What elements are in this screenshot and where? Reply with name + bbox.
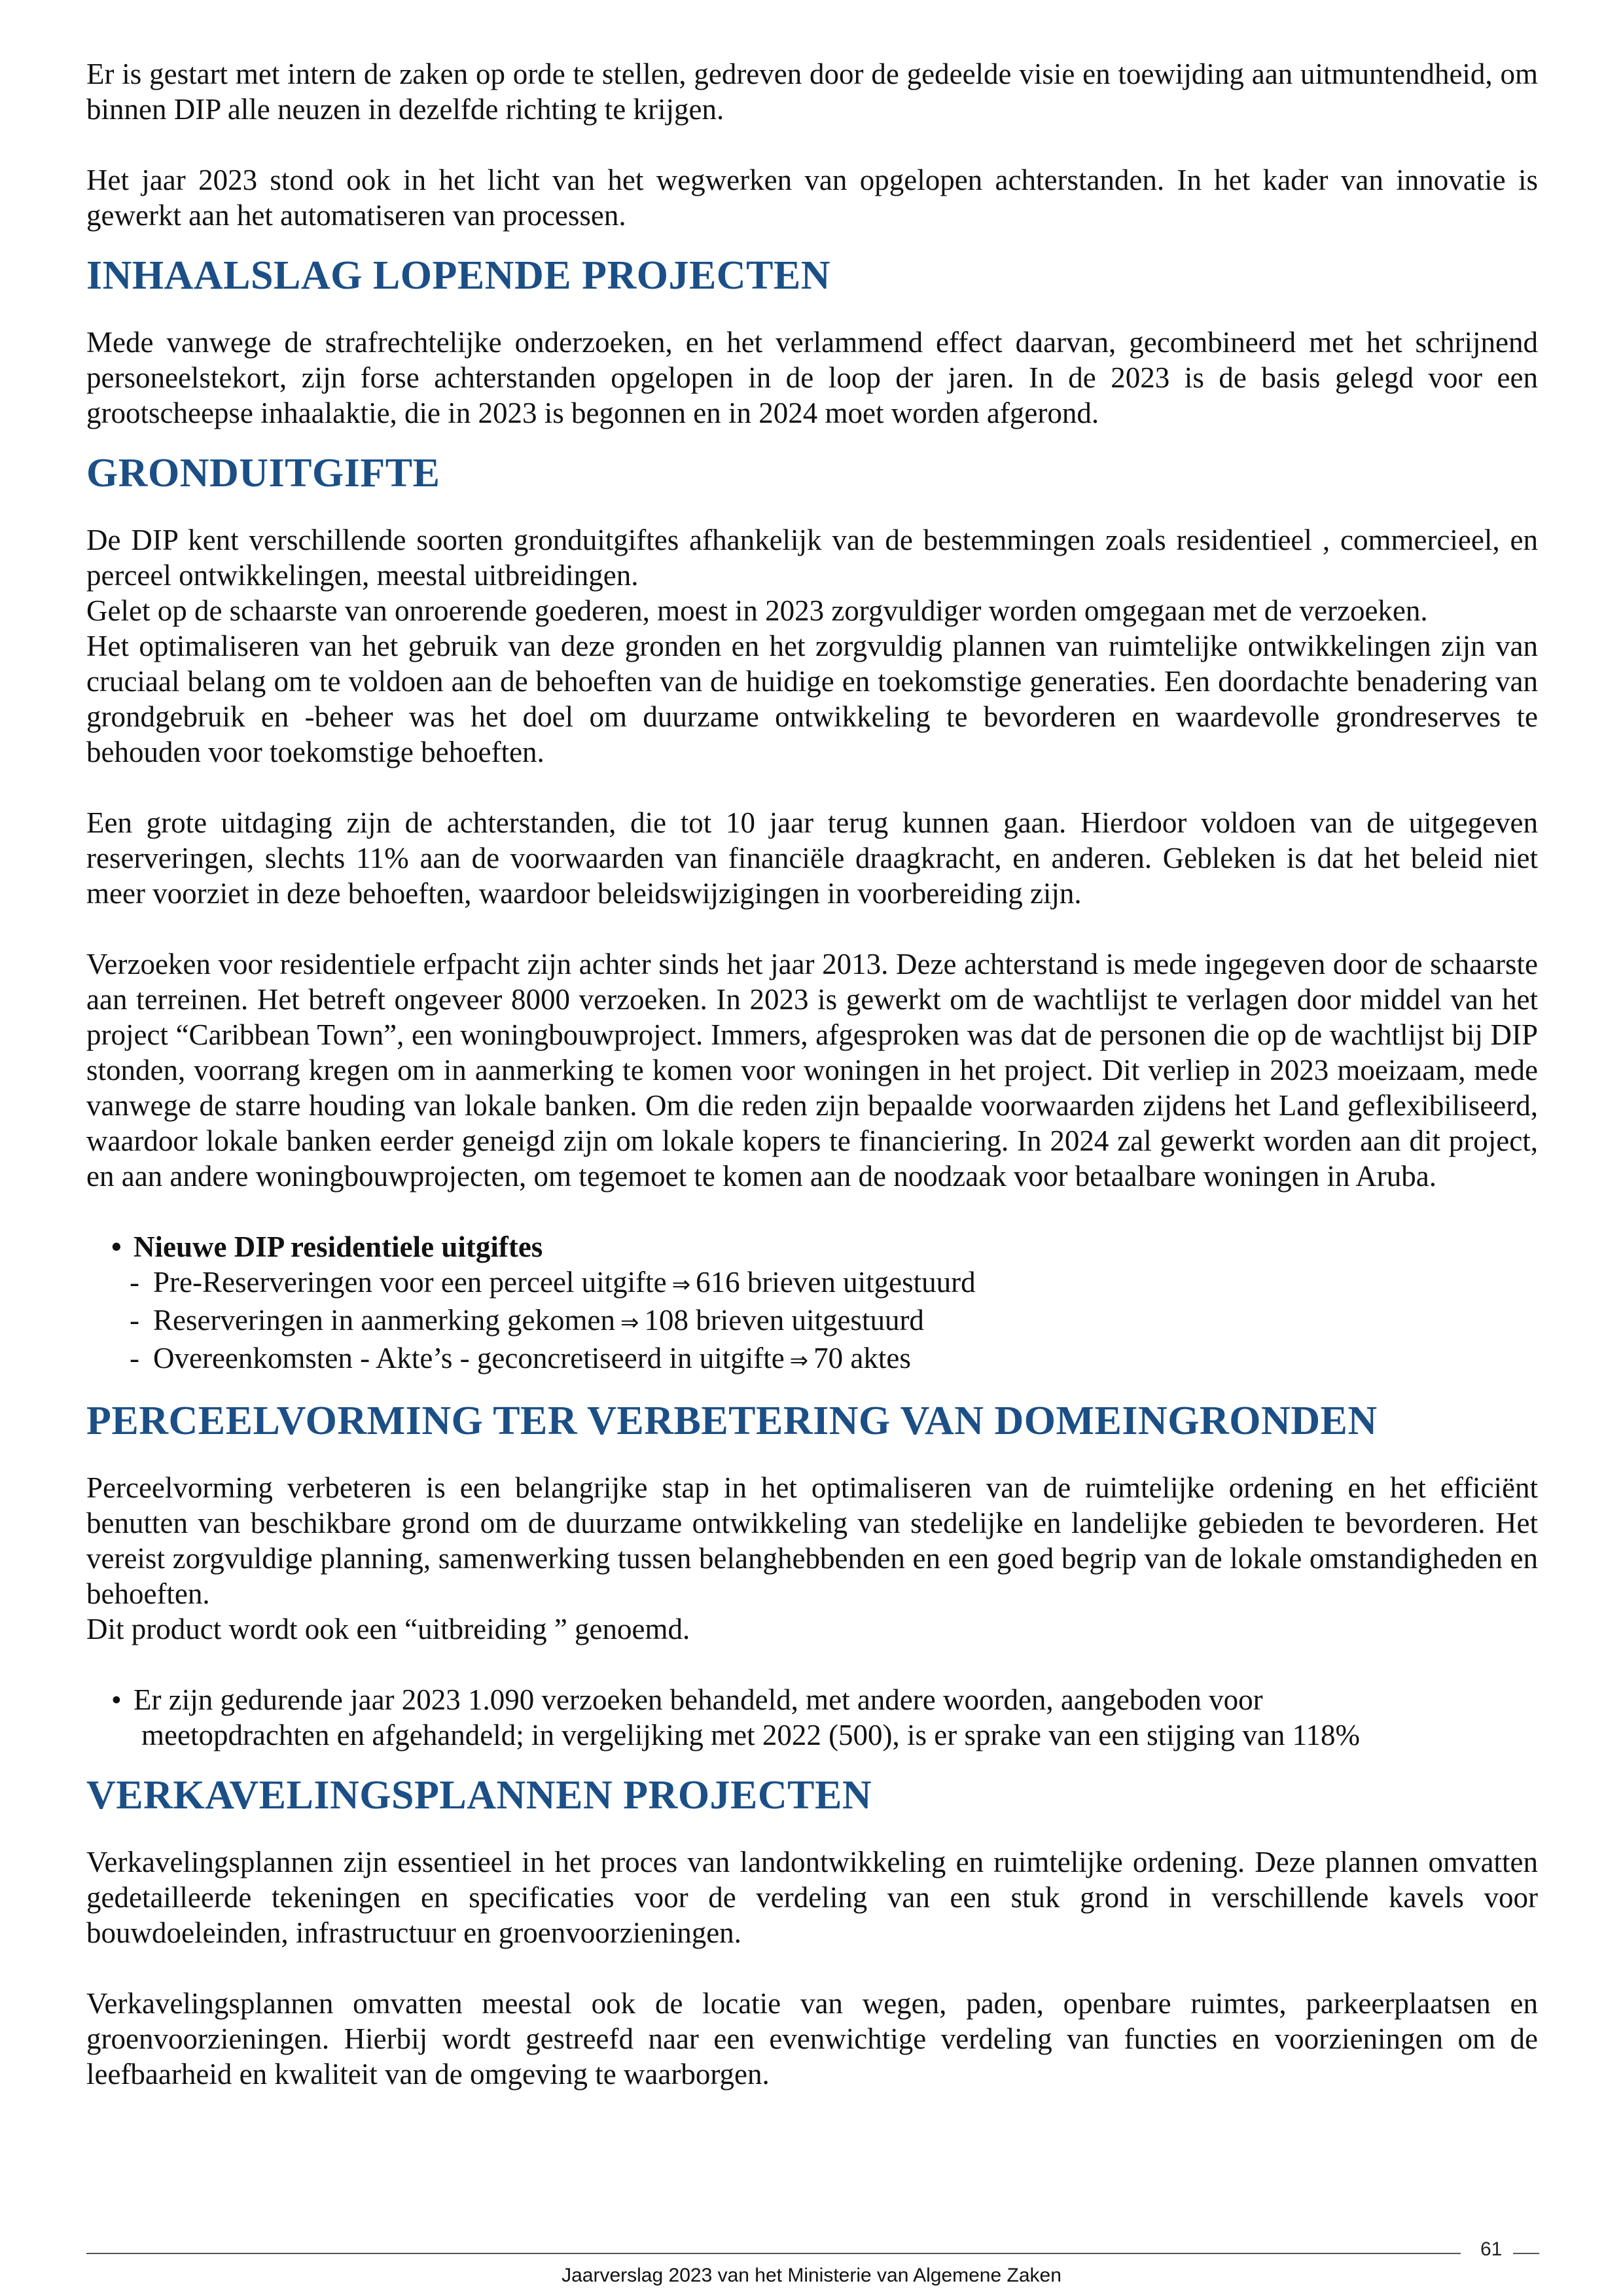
gronduitgifte-paragraph-5: Verzoeken voor residentiele erfpacht zijn achter sinds het jaar 2013. Deze achterstand is mede ingegeven door de schaarste aan terreinen. Het betreft ongeveer 8000 verzoeken. In 2023 is gewerkt om de wachtlijst te verlagen door middel van het project “Caribbean Town”, een woningbouwproject. Immers, afgesproken was dat de personen die op de wachtlijst bij DIP stonden, voorrang kregen om in aanmerking te komen voor woningen in het project. Dit verliep in 2023 moeizaam, mede vanwege de starre houding van lokale banken. Om die reden zijn bepaalde voorwaarden zijdens het Land geflexibiliseerd, waardoor lokale banken eerder geneigd zijn om lokale kopers te financiering. In 2024 zal gewerkt worden aan dit project, en aan andere woningbouwprojecten, om tegemoet te komen aan de noodzaak voor betaalbare woningen in Aruba. [86, 948, 1538, 1193]
arrow-right-icon: ⇒ [789, 1348, 809, 1374]
perceelvorming-bullet [111, 1682, 1538, 1753]
list-item-value: 70 aktes [813, 1342, 911, 1374]
residentiele-uitgiftes-list [111, 1229, 1538, 1378]
gronduitgifte-paragraph-1: De DIP kent verschillende soorten gronduitgiftes afhankelijk van de bestemmingen zoals residentieel , commercieel, en perceel ontwikkelingen, meestal uitbreidingen. [86, 524, 1538, 592]
inhaalslag-paragraph: Mede vanwege de strafrechtelijke onderzoeken, en het verlammend effect daarvan, gecombineerd met het schrijnend personeelstekort, zijn forse achterstanden opgelopen in de loop der jaren. In de 2023 is de basis gelegd voor een grootscheepse inhaalaktie, die in 2023 is begonnen en in 2024 moet worden afgerond. [86, 326, 1538, 429]
list-item-label: Reserveringen in aanmerking gekomen [153, 1304, 616, 1336]
list-item: - Reserveringen in aanmerking gekomen ⇒ 108 brieven uitgestuurd [130, 1304, 924, 1336]
section-heading-verkavelingsplannen: VERKAVELINGSPLANNEN PROJECTEN [86, 1773, 872, 1818]
bullet-line-1: Er zijn gedurende jaar 2023 1.090 verzoeken behandeld, met andere woorden, aangeboden voor [134, 1683, 1263, 1716]
bullet-line-2: meetopdrachten en afgehandeld; in vergelijking met 2022 (500), is er sprake van een stijging van 118% [141, 1719, 1360, 1751]
list-item-value: 108 brieven uitgestuurd [644, 1304, 924, 1336]
arrow-right-icon: ⇒ [671, 1272, 691, 1298]
verkavelingsplannen-paragraph-1: Verkavelingsplannen zijn essentieel in het proces van landontwikkeling en ruimtelijke ordening. Deze plannen omvatten gedetailleerde tekeningen en specificaties voor de verdeling van een stuk grond in verschillende kavels voor bouwdoeleinden, infrastructuur en groenvoorzieningen. [86, 1846, 1538, 1949]
perceelvorming-paragraph-2: Dit product wordt ook een “uitbreiding ” genoemd. [86, 1613, 690, 1645]
intro-paragraph-1: Er is gestart met intern de zaken op orde te stellen, gedreven door de gedeelde visie en toewijding aan uitmuntendheid, om binnen DIP alle neuzen in dezelfde richting te krijgen. [86, 58, 1538, 126]
verkavelingsplannen-paragraph-2: Verkavelingsplannen omvatten meestal ook de locatie van wegen, paden, openbare ruimtes, parkeerplaatsen en groenvoorzieningen. Hierbij wordt gestreefd naar een evenwichtige verdeling van functies en voorzieningen om de leefbaarheid en kwaliteit van de omgeving te waarborgen. [86, 1987, 1538, 2090]
footer-divider [86, 2253, 1461, 2254]
intro-paragraph-2: Het jaar 2023 stond ook in het licht van het wegwerken van opgelopen achterstanden. In het kader van innovatie is gewerkt aan het automatiseren van processen. [86, 164, 1538, 232]
bullet-title-text: Nieuwe DIP residentiele uitgiftes [134, 1230, 543, 1263]
list-item: - Overeenkomsten - Akte’s - geconcretiseerd in uitgifte ⇒ 70 aktes [130, 1342, 911, 1374]
perceelvorming-paragraph-1: Perceelvorming verbeteren is een belangrijke stap in het optimaliseren van de ruimtelijke ordening en het efficiënt benutten van beschikbare grond om de duurzame ontwikkeling van stedelijke en landelijke gebieden te bevorderen. Het vereist zorgvuldige planning, samenwerking tussen belanghebbenden en een goed begrip van de lokale omstandigheden en behoeften. [86, 1471, 1538, 1610]
footer-text: Jaarverslag 2023 van het Ministerie van Algemene Zaken [562, 2265, 1061, 2286]
gronduitgifte-paragraph-3: Het optimaliseren van het gebruik van deze gronden en het zorgvuldig plannen van ruimtelijke ontwikkelingen zijn van cruciaal belang om te voldoen aan de behoeften van de huidige en toekomstige generaties. Een doordachte benadering van grondgebruik en -beheer was het doel om duurzame ontwikkeling te bevorderen en waardevolle grondreserves te behouden voor toekomstige behoeften. [86, 630, 1538, 768]
section-heading-inhaalslag: INHAALSLAG LOPENDE PROJECTEN [86, 253, 831, 298]
list-item-label: Pre-Reserveringen voor een perceel uitgifte [153, 1266, 667, 1299]
bullet-dot-icon: • [111, 1683, 122, 1716]
bullet-dot-icon: • [111, 1230, 122, 1263]
list-item-label: Overeenkomsten - Akte’s - geconcretiseerd in uitgifte [153, 1342, 785, 1374]
list-item: - Pre-Reserveringen voor een perceel uitgifte ⇒ 616 brieven uitgestuurd [130, 1266, 976, 1299]
section-heading-gronduitgifte: GRONDUITGIFTE [86, 451, 440, 495]
page-number: 61 [1480, 2238, 1503, 2260]
gronduitgifte-paragraph-4: Een grote uitdaging zijn de achterstanden, die tot 10 jaar terug kunnen gaan. Hierdoor voldoen van de uitgegeven reserveringen, slechts 11% aan de voorwaarden van financiële draagkracht, en anderen. Gebleken is dat het beleid niet meer voorziet in deze behoeften, waardoor beleidswijzigingen in voorbereiding zijn. [86, 806, 1538, 910]
arrow-right-icon: ⇒ [620, 1310, 639, 1336]
bullet-title [111, 1229, 1538, 1265]
section-heading-perceelvorming: PERCEELVORMING TER VERBETERING VAN DOMEINGRONDEN [86, 1399, 1378, 1443]
page-number-divider [1513, 2253, 1539, 2254]
page-content [86, 56, 1538, 2092]
list-item-value: 616 brieven uitgestuurd [696, 1266, 976, 1299]
gronduitgifte-paragraph-2: Gelet op de schaarste van onroerende goederen, moest in 2023 zorgvuldiger worden omgegaan met de verzoeken. [86, 594, 1428, 627]
